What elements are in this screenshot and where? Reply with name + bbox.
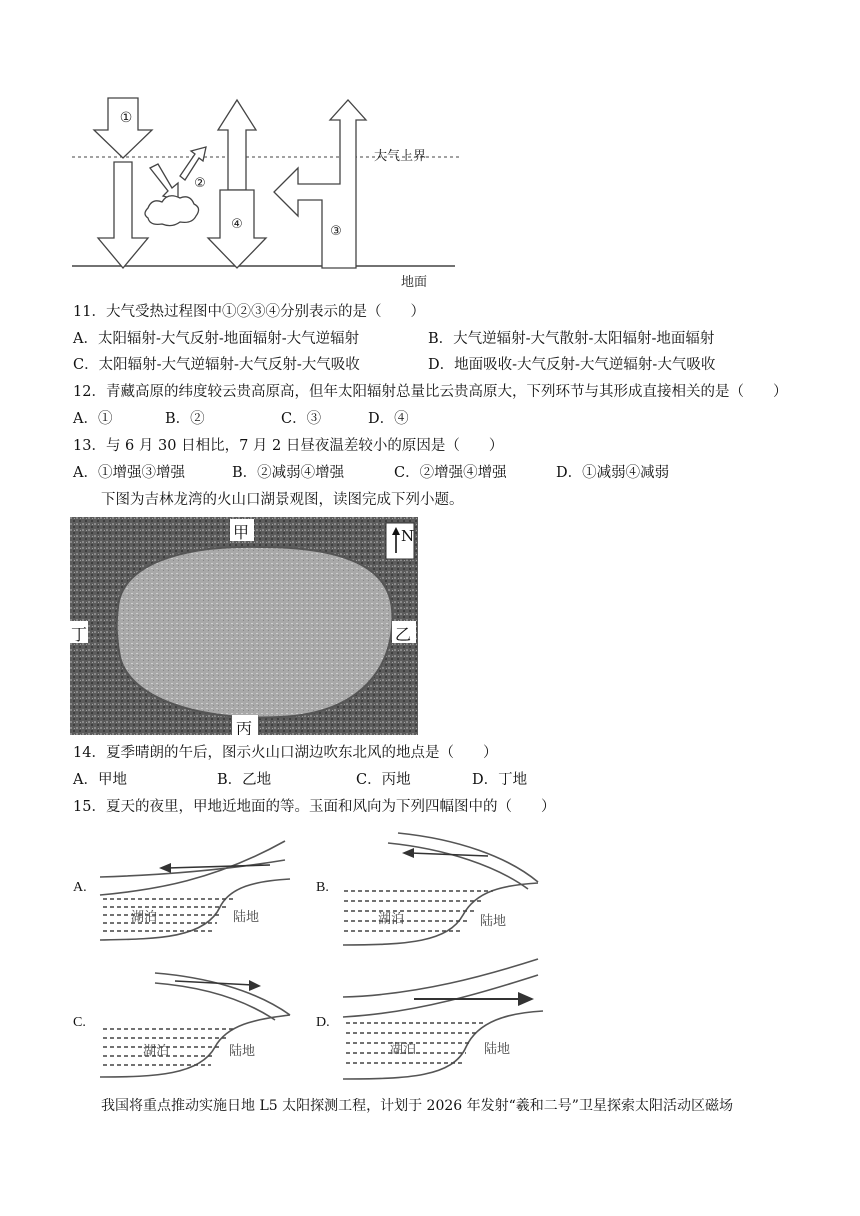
q15-stem: 15．夏天的夜里，甲地近地面的等。玉面和风向为下列四幅图中的（ ） xyxy=(73,799,556,815)
q12-option-b: B．② xyxy=(165,411,205,427)
q11-option-b: B．大气逆辐射-大气散射-太阳辐射-地面辐射 xyxy=(428,331,715,347)
crater-lake-photo xyxy=(70,517,418,735)
label-4: ④ xyxy=(231,217,243,232)
q14-option-a: A．甲地 xyxy=(73,772,127,788)
label-3: ③ xyxy=(330,224,342,239)
intro-solar-probe: 我国将重点推动实施日地 L5 太阳探测工程，计划于 2026 年发射“羲和二号”卫星探索太阳活动区磁场 xyxy=(101,1098,733,1114)
panel-b-diagram xyxy=(338,827,548,952)
q13-stem: 13．与 6 月 30 日相比，7 月 2 日昼夜温差较小的原因是（ ） xyxy=(73,438,504,454)
arrow-4-up xyxy=(218,100,256,190)
arrow-1-to-ground xyxy=(98,162,148,268)
q14-stem: 14．夏季晴朗的午后，图示火山口湖边吹东北风的地点是（ ） xyxy=(73,745,498,761)
label-bing: 丙 xyxy=(236,719,253,735)
panel-c-diagram xyxy=(95,965,295,1085)
panel-d-letter: D. xyxy=(316,1015,330,1030)
panel-d-land: 陆地 xyxy=(484,1042,511,1057)
q11-option-a: A．太阳辐射-大气反射-地面辐射-大气逆辐射 xyxy=(73,331,360,347)
label-2: ② xyxy=(194,176,206,191)
label-ding: 丁 xyxy=(71,625,88,644)
q11-stem: 11．大气受热过程图中①②③④分别表示的是（ ） xyxy=(73,304,425,320)
q13-option-a: A．①增强③增强 xyxy=(73,465,185,481)
label-1: ① xyxy=(119,110,133,126)
label-upper-atmosphere: 大气上界 xyxy=(374,149,427,164)
panel-d-lake: 湖泊 xyxy=(390,1042,417,1057)
panel-a-lake: 湖泊 xyxy=(131,910,158,925)
q12-option-c: C．③ xyxy=(281,411,322,427)
label-ground: 地面 xyxy=(401,275,428,290)
lake-shape xyxy=(117,547,393,718)
panel-b-land: 陆地 xyxy=(480,914,507,929)
cloud-shape xyxy=(145,196,199,226)
q11-option-c: C．太阳辐射-大气逆辐射-大气反射-大气吸收 xyxy=(73,357,360,373)
arrow-2 xyxy=(150,164,178,200)
q14-option-b: B．乙地 xyxy=(217,772,272,788)
panel-a-land: 陆地 xyxy=(233,910,260,925)
q13-option-b: B．②减弱④增强 xyxy=(232,465,345,481)
panel-a-letter: A. xyxy=(73,880,87,895)
q13-option-c: C．②增强④增强 xyxy=(394,465,507,481)
q12-stem: 12．青藏高原的纬度较云贵高原高，但年太阳辐射总量比云贵高原大，下列环节与其形成直接相关的是（ ） xyxy=(73,384,788,400)
q12-option-d: D．④ xyxy=(368,411,409,427)
panel-c-lake: 湖泊 xyxy=(143,1044,170,1059)
atmosphere-heating-diagram xyxy=(60,90,480,290)
arrow-1 xyxy=(94,98,152,158)
panel-d-diagram xyxy=(338,955,548,1085)
north-label: N xyxy=(401,527,415,545)
panel-a-diagram xyxy=(95,835,295,945)
q13-option-d: D．①减弱④减弱 xyxy=(556,465,670,481)
label-yi: 乙 xyxy=(395,625,412,644)
q12-option-a: A．① xyxy=(73,411,113,427)
panel-c-land: 陆地 xyxy=(229,1044,256,1059)
intro-crater-lake: 下图为吉林龙湾的火山口湖景观图，读图完成下列小题。 xyxy=(101,492,464,508)
label-jia: 甲 xyxy=(233,523,250,542)
q14-option-d: D．丁地 xyxy=(472,772,528,788)
panel-b-lake: 湖泊 xyxy=(378,912,405,927)
q14-option-c: C．丙地 xyxy=(356,772,411,788)
panel-c-letter: C. xyxy=(73,1015,86,1030)
q11-option-d: D．地面吸收-大气反射-大气逆辐射-大气吸收 xyxy=(428,357,716,373)
arrow-3 xyxy=(274,100,366,268)
panel-b-letter: B. xyxy=(316,880,329,895)
